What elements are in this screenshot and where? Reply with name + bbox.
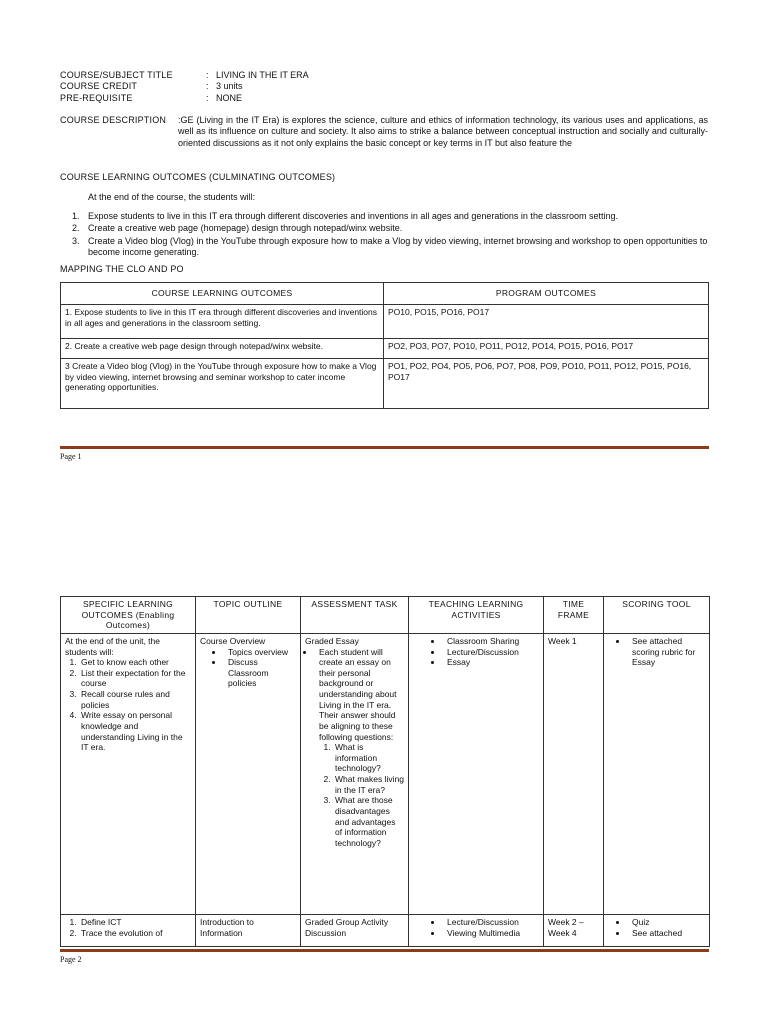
table-cell-tla bbox=[409, 914, 544, 946]
course-title-row bbox=[60, 70, 309, 81]
course-description-label: COURSE DESCRIPTION bbox=[60, 115, 167, 125]
list-item: 2. Trace the evolution of bbox=[79, 928, 191, 939]
prerequisite-row bbox=[60, 93, 242, 104]
clo-po-mapping-table bbox=[60, 282, 709, 409]
prerequisite-value: NONE bbox=[216, 93, 243, 103]
table-header-scoring: SCORING TOOL bbox=[604, 597, 710, 634]
table-cell-tla bbox=[409, 633, 544, 914]
scoring-list bbox=[608, 917, 705, 938]
scoring-list bbox=[608, 636, 705, 668]
list-item: 3. Recall course rules and policies bbox=[79, 689, 191, 710]
assessment-title: Graded Essay bbox=[305, 635, 359, 646]
table-header-po: PROGRAM OUTCOMES bbox=[384, 283, 709, 305]
table-cell-time: Week 1 bbox=[544, 633, 604, 914]
list-item: • Each student will create an essay on their personal background or understanding about Living in the IT era. Their answer should be aligning to these following questions: 1. What is information technology? 2. What makes living in the IT era? 3. What are those disadvantages and advantages of information technology? bbox=[315, 647, 404, 849]
table-cell-clo: 3 Create a Video blog (Vlog) in the YouTube through exposure how to make a Vlog by video viewing, internet browsing and seminar workshop to cater income generating opportunities. bbox=[61, 359, 384, 409]
mapping-heading: MAPPING THE CLO AND PO bbox=[60, 264, 184, 274]
list-item: 2. List their expectation for the course bbox=[79, 668, 191, 689]
table-cell-slo bbox=[61, 633, 196, 914]
list-item: 1. Get to know each other bbox=[79, 657, 191, 668]
list-item: • Viewing Multimedia bbox=[443, 928, 539, 939]
table-header-topic: TOPIC OUTLINE bbox=[196, 597, 301, 634]
learning-outcomes-list bbox=[72, 211, 712, 259]
course-description bbox=[60, 115, 708, 149]
table-cell-po: PO10, PO15, PO16, PO17 bbox=[384, 305, 709, 339]
table-header-slo: SPECIFIC LEARNING OUTCOMES (Enabling Outcomes) bbox=[61, 597, 196, 634]
table-cell-slo bbox=[61, 914, 196, 946]
table-header-time: TIME FRAME bbox=[544, 597, 604, 634]
slo-list bbox=[65, 657, 191, 753]
specific-learning-outcomes-table bbox=[60, 596, 710, 947]
table-row bbox=[61, 359, 709, 409]
table-cell-clo: 2. Create a creative web page design through notepad/winx website. bbox=[61, 339, 384, 359]
page-number: Page 2 bbox=[60, 955, 82, 964]
course-title-value: LIVING IN THE IT ERA bbox=[216, 70, 309, 80]
list-item: • Quiz bbox=[628, 917, 705, 928]
assessment-questions bbox=[319, 742, 404, 848]
table-row bbox=[61, 914, 710, 946]
tla-list bbox=[413, 636, 539, 668]
table-header-clo: COURSE LEARNING OUTCOMES bbox=[61, 283, 384, 305]
table-cell-time: Week 2 – Week 4 bbox=[544, 914, 604, 946]
tla-list bbox=[413, 917, 539, 938]
list-item: 1. Define ICT bbox=[79, 917, 191, 928]
list-item: • Classroom Sharing bbox=[443, 636, 539, 647]
table-row bbox=[61, 339, 709, 359]
list-item: 2. Create a creative web page (homepage) design through notepad/winx website. bbox=[72, 223, 403, 234]
table-row bbox=[61, 633, 710, 914]
assessment-list bbox=[305, 647, 404, 849]
learning-outcomes-heading: COURSE LEARNING OUTCOMES (CULMINATING OUTCOMES) bbox=[60, 172, 336, 182]
list-item: 1. Expose students to live in this IT era through different discoveries and inventions in all ages and generations in the classroom setting. bbox=[72, 211, 618, 221]
page-number: Page 1 bbox=[60, 452, 82, 461]
list-item: 4. Write essay on personal knowledge and understanding Living in the IT era. bbox=[79, 710, 191, 753]
list-item: 1. What is information technology? bbox=[333, 742, 404, 774]
table-header-assessment: ASSESSMENT TASK bbox=[301, 597, 409, 634]
list-item: • Discuss Classroom policies bbox=[224, 657, 296, 689]
list-item: • Essay bbox=[443, 657, 539, 668]
course-title-label: COURSE/SUBJECT TITLE bbox=[60, 70, 173, 80]
table-cell-topic: Introduction to Information bbox=[196, 914, 301, 946]
slo-list bbox=[65, 917, 191, 938]
list-item: 3. What are those disadvantages and advantages of information technology? bbox=[333, 795, 404, 848]
list-item: 3. Create a Video blog (Vlog) in the YouTube through exposure how to make a Vlog by video viewing, internet browsing and workshop to open opportunities to become income generating. bbox=[72, 235, 708, 257]
table-header-tla: TEACHING LEARNING ACTIVITIES bbox=[409, 597, 544, 634]
course-credit-row bbox=[60, 81, 243, 92]
learning-outcomes-intro: At the end of the course, the students will: bbox=[88, 192, 256, 202]
course-description-text: :GE (Living in the IT Era) is explores the science, culture and ethics of information technology, its various uses and applications, as well as its influence on culture and society. It also aims to strike a balance between conceptual instruction and socially and culturally-oriented discussions as it not only explains the basic concept or key terms in IT but also feature the bbox=[178, 115, 708, 148]
table-cell-topic bbox=[196, 633, 301, 914]
table-cell-clo: 1. Expose students to live in this IT era through different discoveries and inventions in all ages and generations in the classroom setting. bbox=[61, 305, 384, 339]
topic-list bbox=[200, 647, 296, 690]
list-item: • See attached scoring rubric for Essay bbox=[628, 636, 705, 668]
list-item: • See attached bbox=[628, 928, 705, 939]
table-cell-assessment: Graded Group Activity Discussion bbox=[301, 914, 409, 946]
list-item: 2. What makes living in the IT era? bbox=[333, 774, 404, 795]
table-cell-assessment bbox=[301, 633, 409, 914]
prerequisite-label: PRE-REQUISITE bbox=[60, 93, 133, 103]
page-divider bbox=[60, 949, 709, 952]
course-credit-value: 3 units bbox=[216, 81, 243, 91]
list-item: • Lecture/Discussion bbox=[443, 647, 539, 658]
colon: : bbox=[206, 93, 209, 103]
course-credit-label: COURSE CREDIT bbox=[60, 81, 138, 91]
slo-intro: At the end of the unit, the students will: bbox=[65, 635, 160, 657]
table-cell-po: PO2, PO3, PO7, PO10, PO11, PO12, PO14, PO15, PO16, PO17 bbox=[384, 339, 709, 359]
colon: : bbox=[206, 81, 209, 91]
topic-title: Course Overview bbox=[200, 635, 266, 646]
table-cell-scoring bbox=[604, 914, 710, 946]
table-row bbox=[61, 305, 709, 339]
list-item: • Topics overview bbox=[224, 647, 296, 658]
table-cell-po: PO1, PO2, PO4, PO5, PO6, PO7, PO8, PO9, PO10, PO11, PO12, PO15, PO16, PO17 bbox=[384, 359, 709, 409]
page-divider bbox=[60, 446, 709, 449]
list-item: • Lecture/Discussion bbox=[443, 917, 539, 928]
table-cell-scoring bbox=[604, 633, 710, 914]
colon: : bbox=[206, 70, 209, 80]
